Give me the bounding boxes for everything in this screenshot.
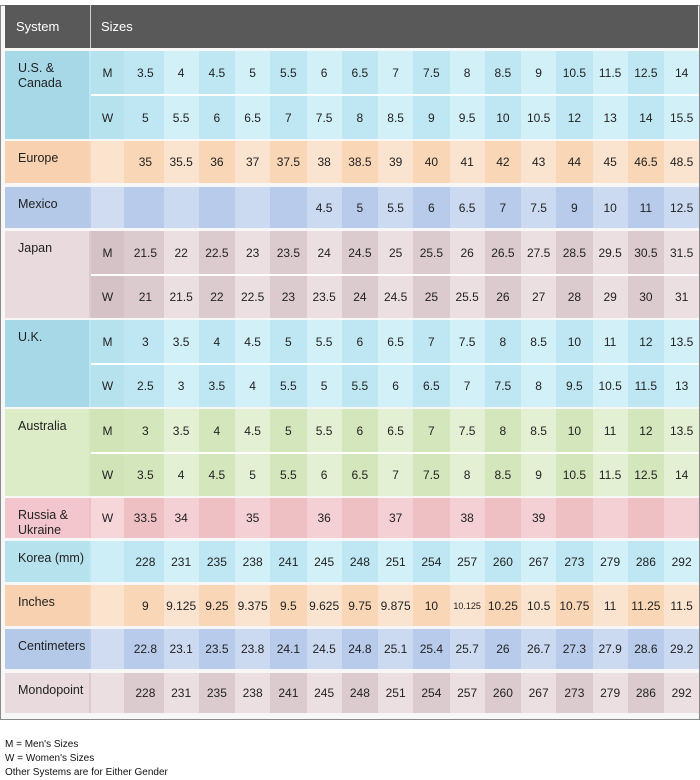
section-japan bbox=[5, 231, 698, 318]
size-cell: 28 bbox=[557, 276, 592, 318]
size-cell: 43 bbox=[521, 141, 556, 183]
size-cell: 25.5 bbox=[414, 231, 449, 274]
size-cell: 27.5 bbox=[521, 231, 556, 274]
size-cell: 12.5 bbox=[629, 51, 664, 94]
size-cell: 11 bbox=[593, 320, 628, 363]
size-cell: 248 bbox=[343, 541, 378, 582]
size-cell: 25.5 bbox=[450, 276, 485, 318]
gender-cell bbox=[91, 629, 124, 669]
gender-cell: W bbox=[91, 454, 124, 496]
size-cell: 23.1 bbox=[164, 629, 199, 669]
size-cell: 23 bbox=[235, 231, 270, 274]
size-cell: 5.5 bbox=[271, 51, 306, 94]
section-australia bbox=[5, 409, 698, 496]
size-cell bbox=[235, 187, 270, 228]
size-cell: 6 bbox=[307, 51, 342, 94]
size-cell: 245 bbox=[307, 541, 342, 582]
system-label: Inches bbox=[5, 585, 89, 626]
size-cell: 11 bbox=[629, 187, 664, 228]
size-cell: 11.5 bbox=[629, 365, 664, 407]
size-cell: 6 bbox=[378, 365, 413, 407]
size-cell: 11.5 bbox=[664, 585, 699, 626]
size-cell: 8.5 bbox=[521, 409, 556, 452]
size-cell: 13.5 bbox=[664, 320, 699, 363]
size-cell: 28.6 bbox=[629, 629, 664, 669]
size-cell: 9 bbox=[521, 51, 556, 94]
size-cell: 9 bbox=[557, 187, 592, 228]
size-cell: 4.5 bbox=[235, 320, 270, 363]
section-korea-mm bbox=[5, 541, 698, 582]
size-cell: 28.5 bbox=[557, 231, 592, 274]
size-cell: 3 bbox=[128, 320, 163, 363]
size-cell: 257 bbox=[450, 541, 485, 582]
size-cell: 254 bbox=[414, 541, 449, 582]
size-cell: 4.5 bbox=[235, 409, 270, 452]
size-cell: 231 bbox=[164, 673, 199, 713]
size-cell bbox=[557, 498, 592, 538]
size-cell: 37 bbox=[378, 498, 413, 538]
system-label: Centimeters bbox=[5, 629, 89, 669]
size-cell: 37 bbox=[235, 141, 270, 183]
size-cell: 4 bbox=[200, 320, 235, 363]
legend bbox=[5, 738, 168, 780]
size-cell: 273 bbox=[557, 673, 592, 713]
size-cell: 7.5 bbox=[486, 365, 521, 407]
size-cell bbox=[271, 187, 306, 228]
size-cell: 26 bbox=[486, 276, 521, 318]
size-cell: 5 bbox=[271, 320, 306, 363]
section-centimeters bbox=[5, 629, 698, 669]
size-cell: 8.5 bbox=[521, 320, 556, 363]
header-system: System bbox=[16, 19, 60, 34]
size-cell: 267 bbox=[521, 673, 556, 713]
size-cell: 8 bbox=[486, 409, 521, 452]
size-cell: 40 bbox=[414, 141, 449, 183]
size-cell: 22.8 bbox=[128, 629, 163, 669]
size-cell: 10.5 bbox=[593, 365, 628, 407]
size-cell: 26 bbox=[486, 629, 521, 669]
size-cell: 3.5 bbox=[128, 51, 163, 94]
size-cell: 10.5 bbox=[557, 454, 592, 496]
size-cell: 251 bbox=[378, 673, 413, 713]
size-cell: 14 bbox=[664, 51, 699, 94]
size-cell: 9.375 bbox=[235, 585, 270, 626]
size-cell: 46.5 bbox=[629, 141, 664, 183]
size-cell: 11.5 bbox=[593, 454, 628, 496]
size-cell: 7 bbox=[486, 187, 521, 228]
size-cell: 34 bbox=[164, 498, 199, 538]
system-label: Australia bbox=[5, 409, 89, 496]
size-cell: 12.5 bbox=[664, 187, 699, 228]
size-cell: 8 bbox=[343, 96, 378, 139]
size-cell: 235 bbox=[200, 541, 235, 582]
size-cell: 10.5 bbox=[521, 585, 556, 626]
size-cell: 26.7 bbox=[521, 629, 556, 669]
size-cell: 7.5 bbox=[450, 320, 485, 363]
gender-cell: W bbox=[91, 96, 124, 139]
size-cell: 4.5 bbox=[200, 454, 235, 496]
system-label: Korea (mm) bbox=[5, 541, 89, 582]
section-inches bbox=[5, 585, 698, 626]
size-cell: 5 bbox=[235, 454, 270, 496]
gender-cell: W bbox=[91, 365, 124, 407]
size-cell: 48.5 bbox=[664, 141, 699, 183]
header-sizes: Sizes bbox=[101, 19, 133, 34]
size-cell: 44 bbox=[557, 141, 592, 183]
size-cell: 2.5 bbox=[128, 365, 163, 407]
size-cell: 6.5 bbox=[450, 187, 485, 228]
size-cell: 23.5 bbox=[307, 276, 342, 318]
size-cell: 3.5 bbox=[200, 365, 235, 407]
gender-cell: W bbox=[91, 498, 124, 538]
size-cell: 4 bbox=[164, 51, 199, 94]
size-cell: 254 bbox=[414, 673, 449, 713]
size-cell: 286 bbox=[629, 673, 664, 713]
size-cell: 8.5 bbox=[486, 454, 521, 496]
size-cell bbox=[664, 498, 699, 538]
size-cell bbox=[486, 498, 521, 538]
size-cell: 3.5 bbox=[164, 409, 199, 452]
size-cell: 3.5 bbox=[164, 320, 199, 363]
size-cell: 39 bbox=[378, 141, 413, 183]
size-cell: 5.5 bbox=[307, 320, 342, 363]
size-cell: 33.5 bbox=[128, 498, 163, 538]
size-cell: 245 bbox=[307, 673, 342, 713]
size-cell: 12 bbox=[629, 409, 664, 452]
size-cell: 7.5 bbox=[414, 454, 449, 496]
size-cell: 5.5 bbox=[271, 365, 306, 407]
size-cell: 5 bbox=[307, 365, 342, 407]
size-cell: 25 bbox=[378, 231, 413, 274]
size-cell: 27.9 bbox=[593, 629, 628, 669]
size-cell: 5.5 bbox=[378, 187, 413, 228]
size-cell: 7 bbox=[378, 454, 413, 496]
size-cell: 38.5 bbox=[343, 141, 378, 183]
section-mexico bbox=[5, 187, 698, 228]
size-cell: 36 bbox=[307, 498, 342, 538]
size-cell: 9.75 bbox=[343, 585, 378, 626]
size-cell: 6.5 bbox=[343, 454, 378, 496]
size-cell: 9.5 bbox=[271, 585, 306, 626]
size-cell: 6.5 bbox=[343, 51, 378, 94]
legend-women: W = Women's Sizes bbox=[5, 753, 95, 764]
size-cell: 31 bbox=[664, 276, 699, 318]
size-cell: 241 bbox=[271, 541, 306, 582]
size-cell: 8 bbox=[450, 51, 485, 94]
size-cell: 231 bbox=[164, 541, 199, 582]
size-cell: 10.125 bbox=[450, 585, 485, 626]
size-cell: 15.5 bbox=[664, 96, 699, 139]
size-cell: 24 bbox=[307, 231, 342, 274]
size-cell: 13 bbox=[593, 96, 628, 139]
size-cell bbox=[128, 187, 163, 228]
size-cell: 238 bbox=[235, 541, 270, 582]
size-cell: 11 bbox=[593, 409, 628, 452]
size-cell: 6 bbox=[343, 409, 378, 452]
gender-cell: M bbox=[91, 320, 124, 363]
system-label: Europe bbox=[5, 141, 89, 183]
gender-cell bbox=[91, 673, 124, 713]
size-cell: 9 bbox=[128, 585, 163, 626]
legend-either: Other Systems are for Either Gender bbox=[5, 767, 168, 778]
size-cell: 41 bbox=[450, 141, 485, 183]
size-cell: 6 bbox=[414, 187, 449, 228]
size-cell: 35 bbox=[128, 141, 163, 183]
size-cell: 7.5 bbox=[414, 51, 449, 94]
size-cell: 248 bbox=[343, 673, 378, 713]
size-cell: 10 bbox=[593, 187, 628, 228]
size-cell: 11.25 bbox=[629, 585, 664, 626]
system-label: U.S. & Canada bbox=[5, 51, 89, 139]
size-cell: 25.1 bbox=[378, 629, 413, 669]
size-cell: 12 bbox=[629, 320, 664, 363]
size-cell: 3 bbox=[128, 409, 163, 452]
size-cell: 10 bbox=[557, 320, 592, 363]
size-cell: 3 bbox=[164, 365, 199, 407]
size-cell bbox=[343, 498, 378, 538]
size-cell: 22 bbox=[200, 276, 235, 318]
size-cell: 39 bbox=[521, 498, 556, 538]
section-europe bbox=[5, 141, 698, 183]
size-cell: 5 bbox=[128, 96, 163, 139]
size-cell: 30 bbox=[629, 276, 664, 318]
size-cell: 13.5 bbox=[664, 409, 699, 452]
size-cell: 4 bbox=[200, 409, 235, 452]
size-cell: 22 bbox=[164, 231, 199, 274]
size-cell: 22.5 bbox=[235, 276, 270, 318]
size-cell: 25 bbox=[414, 276, 449, 318]
size-cell: 14 bbox=[629, 96, 664, 139]
system-label: Russia & Ukraine bbox=[5, 498, 89, 538]
size-cell: 23.5 bbox=[200, 629, 235, 669]
size-cell: 24.5 bbox=[307, 629, 342, 669]
size-cell: 10.5 bbox=[557, 51, 592, 94]
size-cell: 26 bbox=[450, 231, 485, 274]
size-cell: 10.25 bbox=[486, 585, 521, 626]
size-cell: 7 bbox=[450, 365, 485, 407]
gender-cell: M bbox=[91, 231, 124, 274]
gender-cell: M bbox=[91, 409, 124, 452]
gender-cell bbox=[91, 541, 124, 582]
size-cell: 8 bbox=[450, 454, 485, 496]
size-cell: 24.5 bbox=[378, 276, 413, 318]
size-cell: 5 bbox=[271, 409, 306, 452]
size-cell: 235 bbox=[200, 673, 235, 713]
size-cell: 31.5 bbox=[664, 231, 699, 274]
size-cell: 7 bbox=[414, 320, 449, 363]
size-cell: 26.5 bbox=[486, 231, 521, 274]
size-cell bbox=[200, 187, 235, 228]
size-cell: 29.2 bbox=[664, 629, 699, 669]
size-cell: 24 bbox=[343, 276, 378, 318]
size-cell: 24.1 bbox=[271, 629, 306, 669]
size-cell: 6.5 bbox=[378, 409, 413, 452]
size-cell: 241 bbox=[271, 673, 306, 713]
size-cell: 7.5 bbox=[450, 409, 485, 452]
size-cell: 9.125 bbox=[164, 585, 199, 626]
size-cell: 228 bbox=[128, 673, 163, 713]
size-cell: 38 bbox=[307, 141, 342, 183]
size-cell: 273 bbox=[557, 541, 592, 582]
legend-men: M = Men's Sizes bbox=[5, 739, 79, 750]
size-cell: 38 bbox=[450, 498, 485, 538]
size-cell: 10.5 bbox=[521, 96, 556, 139]
size-cell: 21.5 bbox=[128, 231, 163, 274]
size-cell: 23.8 bbox=[235, 629, 270, 669]
size-cell: 22.5 bbox=[200, 231, 235, 274]
gender-cell: M bbox=[91, 51, 124, 94]
size-cell: 10 bbox=[414, 585, 449, 626]
size-cell: 260 bbox=[486, 673, 521, 713]
size-cell: 4.5 bbox=[307, 187, 342, 228]
size-cell bbox=[593, 498, 628, 538]
size-cell: 45 bbox=[593, 141, 628, 183]
size-cell: 10.75 bbox=[557, 585, 592, 626]
size-cell: 279 bbox=[593, 673, 628, 713]
system-label: U.K. bbox=[5, 320, 89, 407]
size-cell: 23 bbox=[271, 276, 306, 318]
size-cell: 12 bbox=[557, 96, 592, 139]
size-cell: 9.625 bbox=[307, 585, 342, 626]
size-cell: 8.5 bbox=[486, 51, 521, 94]
size-cell: 267 bbox=[521, 541, 556, 582]
size-cell: 7.5 bbox=[521, 187, 556, 228]
size-cell: 35.5 bbox=[164, 141, 199, 183]
system-label: Mondopoint bbox=[5, 673, 89, 713]
size-cell: 37.5 bbox=[271, 141, 306, 183]
section-russia-ukraine bbox=[5, 498, 698, 538]
size-cell: 251 bbox=[378, 541, 413, 582]
size-cell bbox=[414, 498, 449, 538]
size-cell: 7.5 bbox=[307, 96, 342, 139]
size-cell: 4.5 bbox=[200, 51, 235, 94]
size-cell bbox=[200, 498, 235, 538]
size-cell: 24.5 bbox=[343, 231, 378, 274]
size-cell: 21 bbox=[128, 276, 163, 318]
size-cell: 5.5 bbox=[343, 365, 378, 407]
size-cell: 13 bbox=[664, 365, 699, 407]
size-cell: 23.5 bbox=[271, 231, 306, 274]
size-cell: 292 bbox=[664, 541, 699, 582]
size-cell: 8 bbox=[521, 365, 556, 407]
size-cell: 5.5 bbox=[307, 409, 342, 452]
size-cell bbox=[629, 498, 664, 538]
size-cell: 9.25 bbox=[200, 585, 235, 626]
size-cell: 4 bbox=[164, 454, 199, 496]
size-cell: 292 bbox=[664, 673, 699, 713]
size-cell: 9 bbox=[521, 454, 556, 496]
size-cell: 36 bbox=[200, 141, 235, 183]
section-mondopoint bbox=[5, 673, 698, 713]
size-cell: 286 bbox=[629, 541, 664, 582]
size-cell: 6 bbox=[200, 96, 235, 139]
size-cell: 5 bbox=[343, 187, 378, 228]
size-cell: 25.4 bbox=[414, 629, 449, 669]
system-label: Mexico bbox=[5, 187, 89, 228]
size-cell: 7 bbox=[378, 51, 413, 94]
header-divider bbox=[90, 5, 91, 48]
size-cell: 10 bbox=[557, 409, 592, 452]
table-header bbox=[5, 5, 698, 48]
size-cell: 8 bbox=[486, 320, 521, 363]
size-cell: 9 bbox=[414, 96, 449, 139]
size-cell bbox=[164, 187, 199, 228]
section-u-k bbox=[5, 320, 698, 407]
gender-cell bbox=[91, 187, 124, 228]
gender-cell: W bbox=[91, 276, 124, 318]
system-label: Japan bbox=[5, 231, 89, 318]
size-cell: 30.5 bbox=[629, 231, 664, 274]
size-cell: 12.5 bbox=[629, 454, 664, 496]
size-cell: 8.5 bbox=[378, 96, 413, 139]
size-cell: 27.3 bbox=[557, 629, 592, 669]
size-cell: 4 bbox=[235, 365, 270, 407]
size-cell: 11 bbox=[593, 585, 628, 626]
section-u-s-canada bbox=[5, 51, 698, 139]
size-cell: 6.5 bbox=[378, 320, 413, 363]
size-cell: 29 bbox=[593, 276, 628, 318]
size-cell: 6 bbox=[343, 320, 378, 363]
size-cell: 25.7 bbox=[450, 629, 485, 669]
size-cell: 27 bbox=[521, 276, 556, 318]
size-cell: 279 bbox=[593, 541, 628, 582]
size-cell: 42 bbox=[486, 141, 521, 183]
size-cell: 10 bbox=[486, 96, 521, 139]
size-cell: 9.5 bbox=[450, 96, 485, 139]
size-cell: 24.8 bbox=[343, 629, 378, 669]
size-cell bbox=[271, 498, 306, 538]
size-cell: 35 bbox=[235, 498, 270, 538]
size-cell: 3.5 bbox=[128, 454, 163, 496]
size-cell: 7 bbox=[414, 409, 449, 452]
size-cell: 29.5 bbox=[593, 231, 628, 274]
size-cell: 14 bbox=[664, 454, 699, 496]
size-cell: 6.5 bbox=[235, 96, 270, 139]
size-cell: 9.5 bbox=[557, 365, 592, 407]
size-cell: 260 bbox=[486, 541, 521, 582]
size-cell: 5 bbox=[235, 51, 270, 94]
size-cell: 5.5 bbox=[271, 454, 306, 496]
gender-cell bbox=[91, 585, 124, 626]
size-cell: 21.5 bbox=[164, 276, 199, 318]
gender-cell bbox=[91, 141, 124, 183]
size-cell: 257 bbox=[450, 673, 485, 713]
size-cell: 238 bbox=[235, 673, 270, 713]
size-cell: 11.5 bbox=[593, 51, 628, 94]
size-cell: 7 bbox=[271, 96, 306, 139]
size-cell: 228 bbox=[128, 541, 163, 582]
size-cell: 5.5 bbox=[164, 96, 199, 139]
size-cell: 6 bbox=[307, 454, 342, 496]
size-cell: 9.875 bbox=[378, 585, 413, 626]
size-cell: 6.5 bbox=[414, 365, 449, 407]
